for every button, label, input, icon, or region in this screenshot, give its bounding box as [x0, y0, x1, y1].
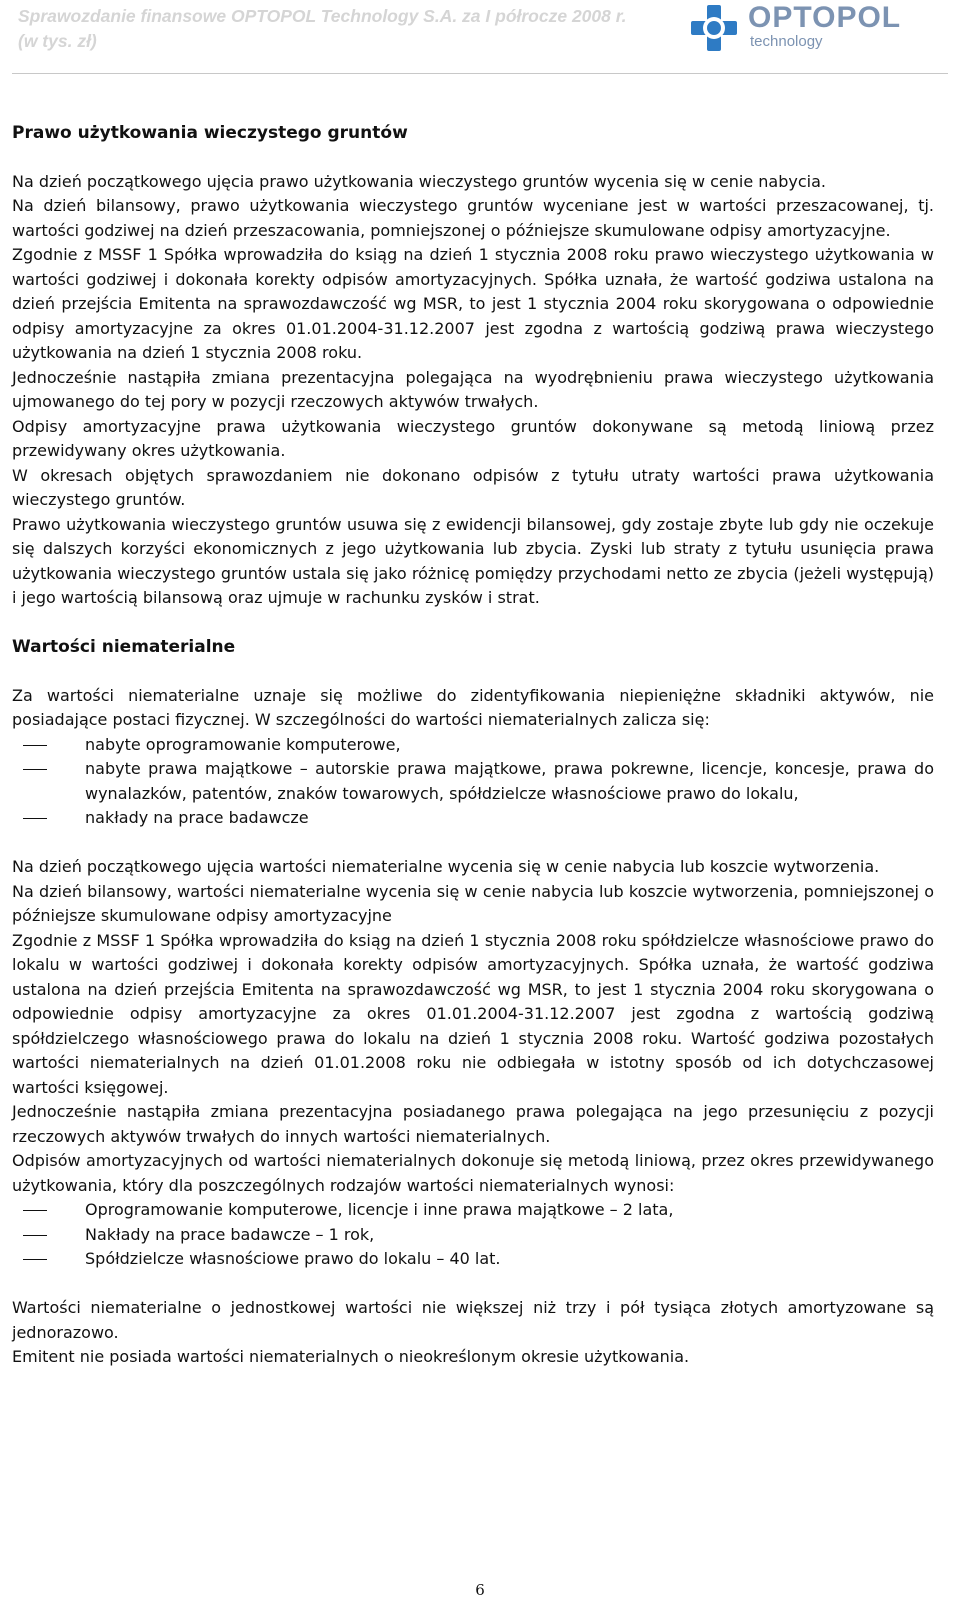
paragraph: Emitent nie posiada wartości niematerialnych o nieokreślonym okresie użytkowania.: [12, 1347, 690, 1366]
paragraph: Odpisów amortyzacyjnych od wartości niematerialnych dokonuje się metodą liniową, przez okres przewidywanego użytkowania, który dla poszczególnych rodzajów wartości niematerialnych wynosi:: [12, 1151, 934, 1195]
optopol-logo-icon: [690, 4, 738, 52]
report-title-line1: Sprawozdanie finansowe OPTOPOL Technology S.A. za I półrocze 2008 r.: [18, 6, 627, 26]
section-heading-intangibles: Wartości niematerialne: [12, 637, 236, 657]
list-item: Spółdzielcze własnościowe prawo do lokalu – 40 lat.: [12, 1247, 934, 1272]
paragraph: Odpisy amortyzacyjne prawa użytkowania wieczystego gruntów dokonywane są metodą liniową przez przewidywany okres użytkowania.: [12, 416, 934, 460]
paragraph: Zgodnie z MSSF 1 Spółka wprowadziła do ksiąg na dzień 1 stycznia 2008 roku spółdzielcze własnościowe prawo do lokalu w wartości godziwej i dokonała korekty odpisów amortyzacyjnych. Spółka uznała, że wartość godziwa ustalona na dzień przejścia Emitenta na sprawozdawczość wg MSR, to jest 1 stycznia 2004 roku skorygowana o odpowiednie odpisy amortyzacyjne za okres 01.01.2004-31.12.2007 jest zgodna z wartością godziwą spółdzielczego własnościowego prawa do lokalu na dzień 1 stycznia 2008 roku. Wartość godziwa pozostałych wartości niematerialnych na dzień 01.01.2008 roku nie odbiegała w istotny sposób od ich dotychczasowej wartości księgowej.: [12, 930, 934, 1097]
list-item: Oprogramowanie komputerowe, licencje i inne prawa majątkowe – 2 lata,: [12, 1198, 934, 1223]
optopol-logo: [690, 2, 940, 54]
paragraph: Jednocześnie nastąpiła zmiana prezentacyjna posiadanego prawa polegająca na jego przesunięciu z pozycji rzeczowych aktywów trwałych do innych wartości niematerialnych.: [12, 1102, 934, 1146]
intangibles-list: [12, 733, 934, 831]
paragraph: Zgodnie z MSSF 1 Spółka wprowadziła do ksiąg na dzień 1 stycznia 2008 roku prawo wieczystego użytkowania w wartości godziwej i dokonała korekty odpisów amortyzacyjnych. Spółka uznała, że wartość godziwa ustalona na dzień przejścia Emitenta na sprawozdawczość wg MSR, to jest 1 stycznia 2004 roku skorygowana o odpowiednie odpisy amortyzacyjne za okres 01.01.2004-31.12.2007 jest zgodna z wartością godziwą prawa wieczystego użytkowania na dzień 1 stycznia 2008 roku.: [12, 245, 934, 362]
list-item: Nakłady na prace badawcze – 1 rok,: [12, 1223, 934, 1248]
amortization-periods-list: [12, 1198, 934, 1272]
page-header: [0, 0, 960, 74]
list-item: nakłady na prace badawcze: [12, 806, 934, 831]
report-title: [18, 4, 658, 54]
paragraph: Na dzień bilansowy, wartości niematerialne wycenia się w cenie nabycia lub koszcie wytworzenia, pomniejszonej o późniejsze skumulowane odpisy amortyzacyjne: [12, 881, 934, 925]
paragraph: Wartości niematerialne o jednostkowej wartości nie większej niż trzy i pół tysiąca złotych amortyzowane są jednorazowo.: [12, 1298, 934, 1342]
paragraph: Na dzień początkowego ujęcia wartości niematerialne wycenia się w cenie nabycia lub koszcie wytworzenia.: [12, 857, 880, 876]
paragraph: Na dzień początkowego ujęcia prawo użytkowania wieczystego gruntów wycenia się w cenie nabycia.: [12, 171, 826, 191]
page-number: 6: [475, 1581, 485, 1599]
report-title-line2: (w tys. zł): [18, 31, 97, 51]
logo-subtitle: technology: [750, 33, 823, 50]
section-heading-land-use: Prawo użytkowania wieczystego gruntów: [12, 123, 408, 143]
logo-name: OPTOPOL: [748, 1, 902, 34]
list-item: nabyte prawa majątkowe – autorskie prawa majątkowe, prawa pokrewne, licencje, koncesje, prawa do wynalazków, patentów, znaków towarowych, spółdzielcze własnościowe prawo do lokalu,: [12, 757, 934, 806]
paragraph: W okresach objętych sprawozdaniem nie dokonano odpisów z tytułu utraty wartości prawa użytkowania wieczystego gruntów.: [12, 465, 934, 509]
paragraph: Na dzień bilansowy, prawo użytkowania wieczystego gruntów wyceniane jest w wartości przeszacowanej, tj. wartości godziwej na dzień przeszacowania, pomniejszonej o późniejsze skumulowane odpisy amortyzacyjne.: [12, 196, 934, 240]
header-divider: [12, 73, 948, 74]
list-item: nabyte oprogramowanie komputerowe,: [12, 733, 934, 758]
paragraph: Prawo użytkowania wieczystego gruntów usuwa się z ewidencji bilansowej, gdy zostaje zbyte lub gdy nie oczekuje się dalszych korzyści ekonomicznych z jego użytkowania lub zbycia. Zyski lub straty z tytułu usunięcia prawa użytkowania wieczystego gruntów ustala się jako różnicę pomiędzy przychodami netto ze zbycia (jeżeli występują) i jego wartością bilansową oraz ujmuje w rachunku zysków i strat.: [12, 514, 934, 607]
document-body: [12, 121, 934, 1370]
paragraph: Za wartości niematerialne uznaje się możliwe do zidentyfikowania niepieniężne składniki aktywów, nie posiadające postaci fizycznej. W szczególności do wartości niematerialnych zalicza się:: [12, 685, 934, 729]
paragraph: Jednocześnie nastąpiła zmiana prezentacyjna polegająca na wyodrębnieniu prawa wieczystego użytkowania ujmowanego do tej pory w pozycji rzeczowych aktywów trwałych.: [12, 367, 934, 411]
